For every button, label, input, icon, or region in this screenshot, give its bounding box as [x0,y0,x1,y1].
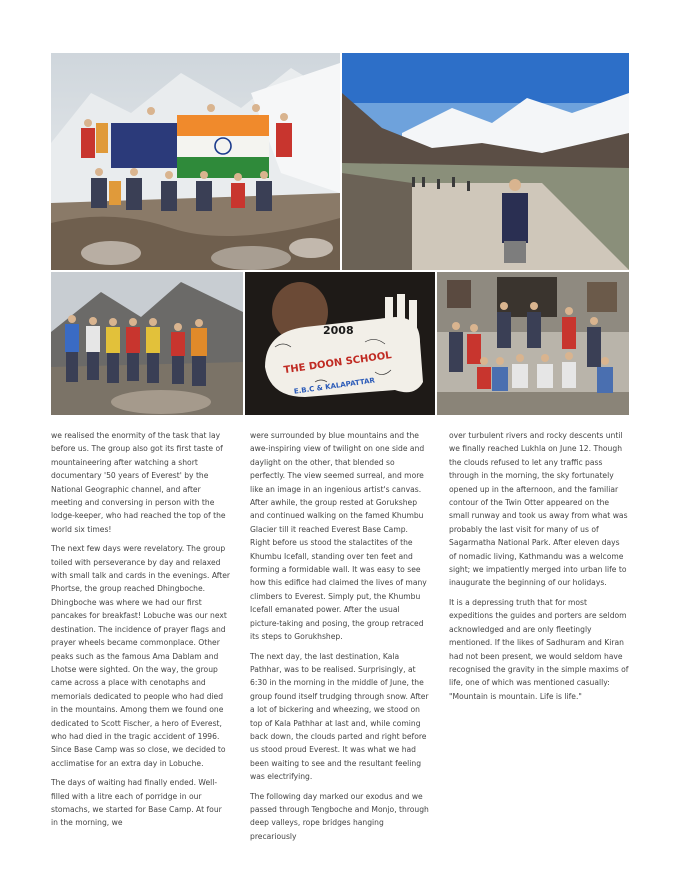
trail-valley-photo [342,53,629,270]
paragraph: were surrounded by blue mountains and the awe-inspiring view of twilight on one side and daylight on the other, that blended so perfectly. The view seemed surreal, and more like an image in an ingenious artist's canvas. After awhile, the group rested at Gorukshep and continued walking on the famed Khumbu Glacier till it reached Everest Base Camp. Right before us stood the stalactites of the Khumbu Icefall, standing over ten feet and forming a formidable wall. It was easy to see how this edifice had claimed the lives of many climbers to Everest. Simply put, the Khumbu Icefall emanated power. After the usual picture-taking and posing, the group retraced its steps to Gorukhshep. [250,431,427,642]
group-with-flag-photo [51,53,340,270]
paragraph: The days of waiting had finally ended. Well-filled with a litre each of porridge in our stomachs, we started for Base Camp. At four in the morning, we [51,778,222,828]
paragraph: The next day, the last destination, Kala Pathhar, was to be realised. Surprisingly, at 6:30 in the morning in the middle of June, the group found itself trudging through snow. After a lot of bickering and wheezing, we stood on top of Kala Pathhar at last and, while coming back down, the clouds parted and right before us stood proud Everest. It was what we had been waiting to see and the resultant feeling was electrifying. [250,651,429,782]
text-column-2 [250,429,430,849]
paragraph: over turbulent rivers and rocky descents until we finally reached Lukhla on June 12. Though the clouds refused to let any traffic pass through in the morning, the sky fortunately opened up in the afternoon, and the familiar contour of the Twin Otter appeared on the small runway and took us away from what was probably the last visit for many of us of Sagarmatha National Park. After eleven days of nomadic living, Kathmandu was a welcome sight; we impatiently merged into urban life to inaugurate the beginning of our holidays. [449,431,628,588]
text-column-3 [449,429,629,709]
paragraph: The following day marked our exodus and we passed through Tengboche and Monjo, through deep valleys, rope bridges hanging precariously [250,791,429,841]
paragraph: The next few days were revelatory. The group toiled with perseverance by day and relaxed with small talk and cards in the evenings. After Phortse, the group reached Dhingboche. Dhingboche was where we had our first pancakes for breakfast! Lobuche was our next destination. The incidence of prayer flags and prayer wheels became commonplace. Other peaks such as the famous Ama Dablam and Lhotse were sighted. On the way, the group came across a place with cenotaphs and memorials dedicated to people who had died in the mountains. Among them we found one dedicated to Scott Fischer, a hero of Everest, who had died in the tragic accident of 1996. Since Base Camp was so close, we decided to acclimatise for an extra day in Lobuche. [51,544,231,768]
paragraph: It is a depressing truth that for most expeditions the guides and porters are seldom acknowledged and are only fleetingly mentioned. If the likes of Sadhuram and Kiran had not been present, we would seldom have recognised the gravity in the simple maxims of life, one of which was mentioned casually: "Mountain is mountain. Life is life." [449,597,629,701]
group-mountains-photo [51,272,243,415]
group-building-photo [437,272,629,415]
sign-year: 2008 [323,324,354,337]
sign-school-name: THE DOON SCHOOL [282,350,393,377]
sign-destination: E.B.C & KALAPATTAR [293,376,376,396]
paragraph: we realised the enormity of the task that lay before us. The group also got its first taste of mountaineering after watching a short documentary '50 years of Everest' by the National Geographic channel, and after meeting and conversing in person with the lodge-keeper, who had reached the top of the world six times! [51,431,226,534]
doon-school-sign-photo [245,272,435,415]
text-column-1 [51,429,231,836]
